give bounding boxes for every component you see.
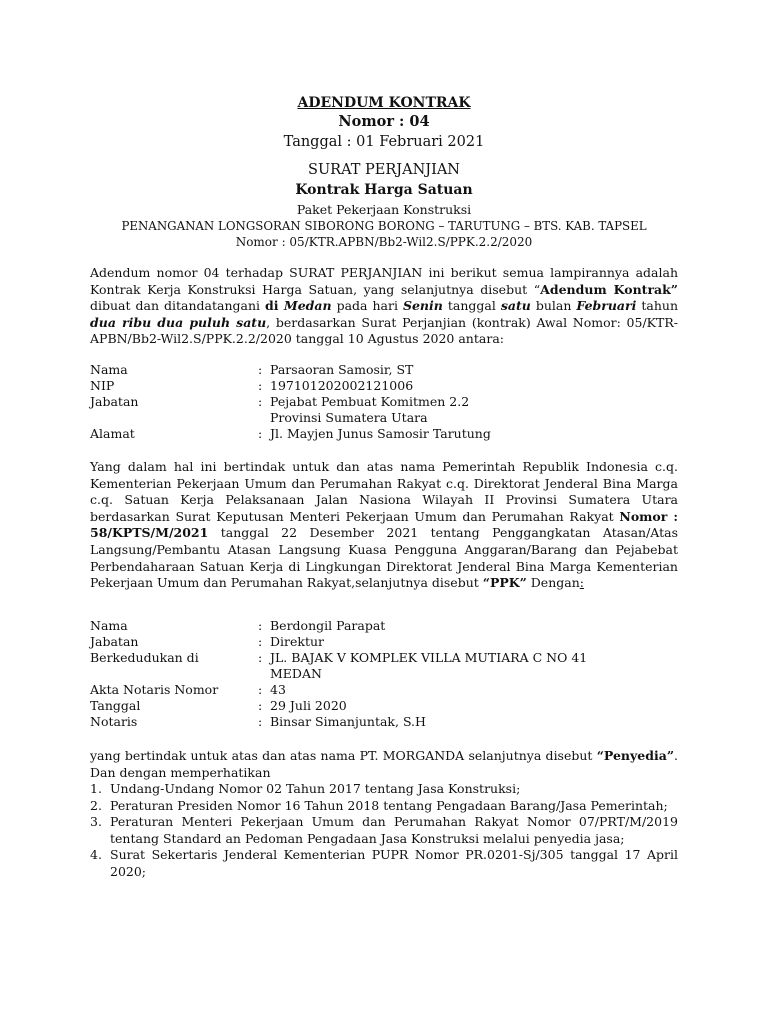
list-number: 3. <box>90 814 102 830</box>
intro-bold-italic: satu <box>500 298 531 314</box>
ppk-paragraph <box>90 459 678 592</box>
penyedia-bold: “Penyedia” <box>596 748 675 763</box>
kv-value: Parsaoran Samosir, ST <box>270 362 414 377</box>
kv-colon: : <box>258 634 263 649</box>
kv-key: Nama <box>90 362 128 377</box>
intro-bold-italic: Februari <box>576 298 637 314</box>
list-item <box>90 798 678 815</box>
kv-value: 29 Juli 2020 <box>270 698 347 713</box>
list-item <box>90 781 678 798</box>
kv-key: Nama <box>90 618 128 633</box>
kv-key: Berkedudukan di <box>90 650 199 665</box>
list-item <box>90 847 678 880</box>
kv-key: Notaris <box>90 714 138 729</box>
kv-row <box>90 394 690 426</box>
intro-paragraph <box>90 265 678 348</box>
intro-bold: di <box>265 298 284 314</box>
kv-key: Alamat <box>90 426 135 441</box>
intro-text: , berdasarkan Surat Perjanjian (kontrak) Awal Nomor: 05/KTR-APBN/Bb2-Wil2.S/PPK.2.2/2020 tanggal 10 Agustus 2020 antara: <box>90 314 678 347</box>
kv-value: Binsar Simanjuntak, S.H <box>270 714 426 729</box>
penyedia-text: . Dan dengan memperhatikan <box>90 748 678 780</box>
kv-colon: : <box>258 362 263 377</box>
kv-colon: : <box>258 714 263 729</box>
intro-text: tanggal <box>442 298 501 314</box>
kv-row <box>90 634 690 650</box>
intro-bold-italic: dua ribu dua puluh satu <box>90 314 267 330</box>
penyedia-paragraph <box>90 748 678 781</box>
kv-value: Pejabat Pembuat Komitmen 2.2 Provinsi Sumatera Utara <box>270 394 470 425</box>
project-name: PENANGANAN LONGSORAN SIBORONG BORONG – TARUTUNG – BTS. KAB. TAPSEL <box>121 219 647 233</box>
kv-row <box>90 698 690 714</box>
kv-key: Jabatan <box>90 394 139 409</box>
kv-colon: : <box>258 394 263 409</box>
ppk-text: tanggal 22 Desember 2021 tentang Penggangkatan Atasan/Atas Langsung/Pembantu Atasan Langsung Kuasa Pengguna Anggaran/Barang dan Pejabebat Perbendaharaan Satuan Kerja di Lingkungan Direktorat Jenderal Bina Marga Kementerian Pekerjaan Umum dan Perumahan Rakyat,selanjutnya disebut <box>90 525 678 591</box>
list-number: 1. <box>90 781 102 796</box>
agreement-heading: SURAT PERJANJIAN <box>308 162 460 178</box>
intro-text: bulan <box>530 298 577 314</box>
list-text: Peraturan Menteri Pekerjaan Umum dan Perumahan Rakyat Nomor 07/PRT/M/2019 tentang Standard an Pedoman Pengadaan Jasa Konstruksi melalui penyedia jasa; <box>110 814 678 846</box>
addendum-number: Nomor : 04 <box>338 113 430 130</box>
kv-key: Jabatan <box>90 634 139 649</box>
kv-row <box>90 378 690 394</box>
kv-value: 43 <box>270 682 286 697</box>
kv-value: JL. BAJAK V KOMPLEK VILLA MUTIARA C NO 41 MEDAN <box>270 650 588 681</box>
kv-row <box>90 650 690 682</box>
kv-row <box>90 714 690 730</box>
kv-value: 197101202002121006 <box>270 378 414 393</box>
list-number: 2. <box>90 797 102 813</box>
kv-colon: : <box>258 682 263 697</box>
kv-key: Akta Notaris Nomor <box>90 682 219 697</box>
kv-row <box>90 618 690 634</box>
list-item <box>90 814 678 847</box>
ppk-underlined-colon: : <box>579 575 584 591</box>
contract-type: Kontrak Harga Satuan <box>295 182 473 198</box>
kv-key: NIP <box>90 378 115 393</box>
kv-row <box>90 362 690 378</box>
kv-colon: : <box>258 698 263 713</box>
document-title: ADENDUM KONTRAK <box>297 95 471 111</box>
ppk-bold: “PPK” <box>482 575 527 591</box>
kv-colon: : <box>258 426 263 441</box>
list-text: Undang-Undang Nomor 02 Tahun 2017 tentang Jasa Konstruksi; <box>110 781 521 796</box>
intro-bold: Adendum Kontrak” <box>540 281 678 297</box>
kv-row <box>90 426 690 442</box>
list-text: Surat Sekertaris Jenderal Kementerian PUPR Nomor PR.0201-Sj/305 tanggal 17 April 2020; <box>110 847 678 879</box>
work-package: Paket Pekerjaan Konstruksi <box>296 202 472 217</box>
considerations-list <box>90 781 678 881</box>
intro-text: dibuat dan ditandatangani <box>90 298 266 314</box>
ppk-text: Yang dalam hal ini bertindak untuk dan atas nama Pemerintah Republik Indonesia c.q. Kementerian Pekerjaan Umum dan Perumahan Rakyat c.q. Direktorat Jenderal Bina Marga c.q. Satuan Kerja Pelaksanaan Jalan Nasiona Wilayah II Provinsi Sumatera Utara berdasarkan Surat Keputusan Menteri Pekerjaan Umum dan Perumahan Rakyat <box>90 459 678 524</box>
intro-text: pada hari <box>331 298 403 314</box>
document-header <box>90 94 678 250</box>
first-party-details <box>90 362 690 442</box>
kv-value: Berdongil Parapat <box>270 618 386 633</box>
second-party-details <box>90 618 690 730</box>
intro-text: Adendum nomor 04 terhadap SURAT PERJANJIAN ini berikut semua lampirannya adalah Kontrak Kerja Konstruksi Harga Satuan, yang selanjutnya disebut “ <box>90 265 678 297</box>
addendum-date: Tanggal : 01 Februari 2021 <box>283 134 485 150</box>
kv-value: Jl. Mayjen Junus Samosir Tarutung <box>270 426 491 441</box>
contract-number: Nomor : 05/KTR.APBN/Bb2-Wil2.S/PPK.2.2/2020 <box>235 235 533 249</box>
kv-value: Direktur <box>270 634 325 649</box>
intro-bold-italic: Senin <box>402 298 443 314</box>
kv-colon: : <box>258 618 263 633</box>
kv-colon: : <box>258 378 263 393</box>
list-number: 4. <box>90 847 102 863</box>
ppk-text: Dengan <box>526 575 580 591</box>
ppk-bold: Nomor : 58/KPTS/M/2021 <box>90 508 678 541</box>
kv-key: Tanggal <box>90 698 141 713</box>
penyedia-text: yang bertindak untuk atas dan atas nama PT. MORGANDA selanjutnya disebut <box>90 748 597 763</box>
intro-text: tahun <box>636 298 678 314</box>
kv-row <box>90 682 690 698</box>
list-text: Peraturan Presiden Nomor 16 Tahun 2018 tentang Pengadaan Barang/Jasa Pemerintah; <box>110 797 668 813</box>
kv-colon: : <box>258 650 263 665</box>
intro-bold-italic: Medan <box>283 298 332 314</box>
